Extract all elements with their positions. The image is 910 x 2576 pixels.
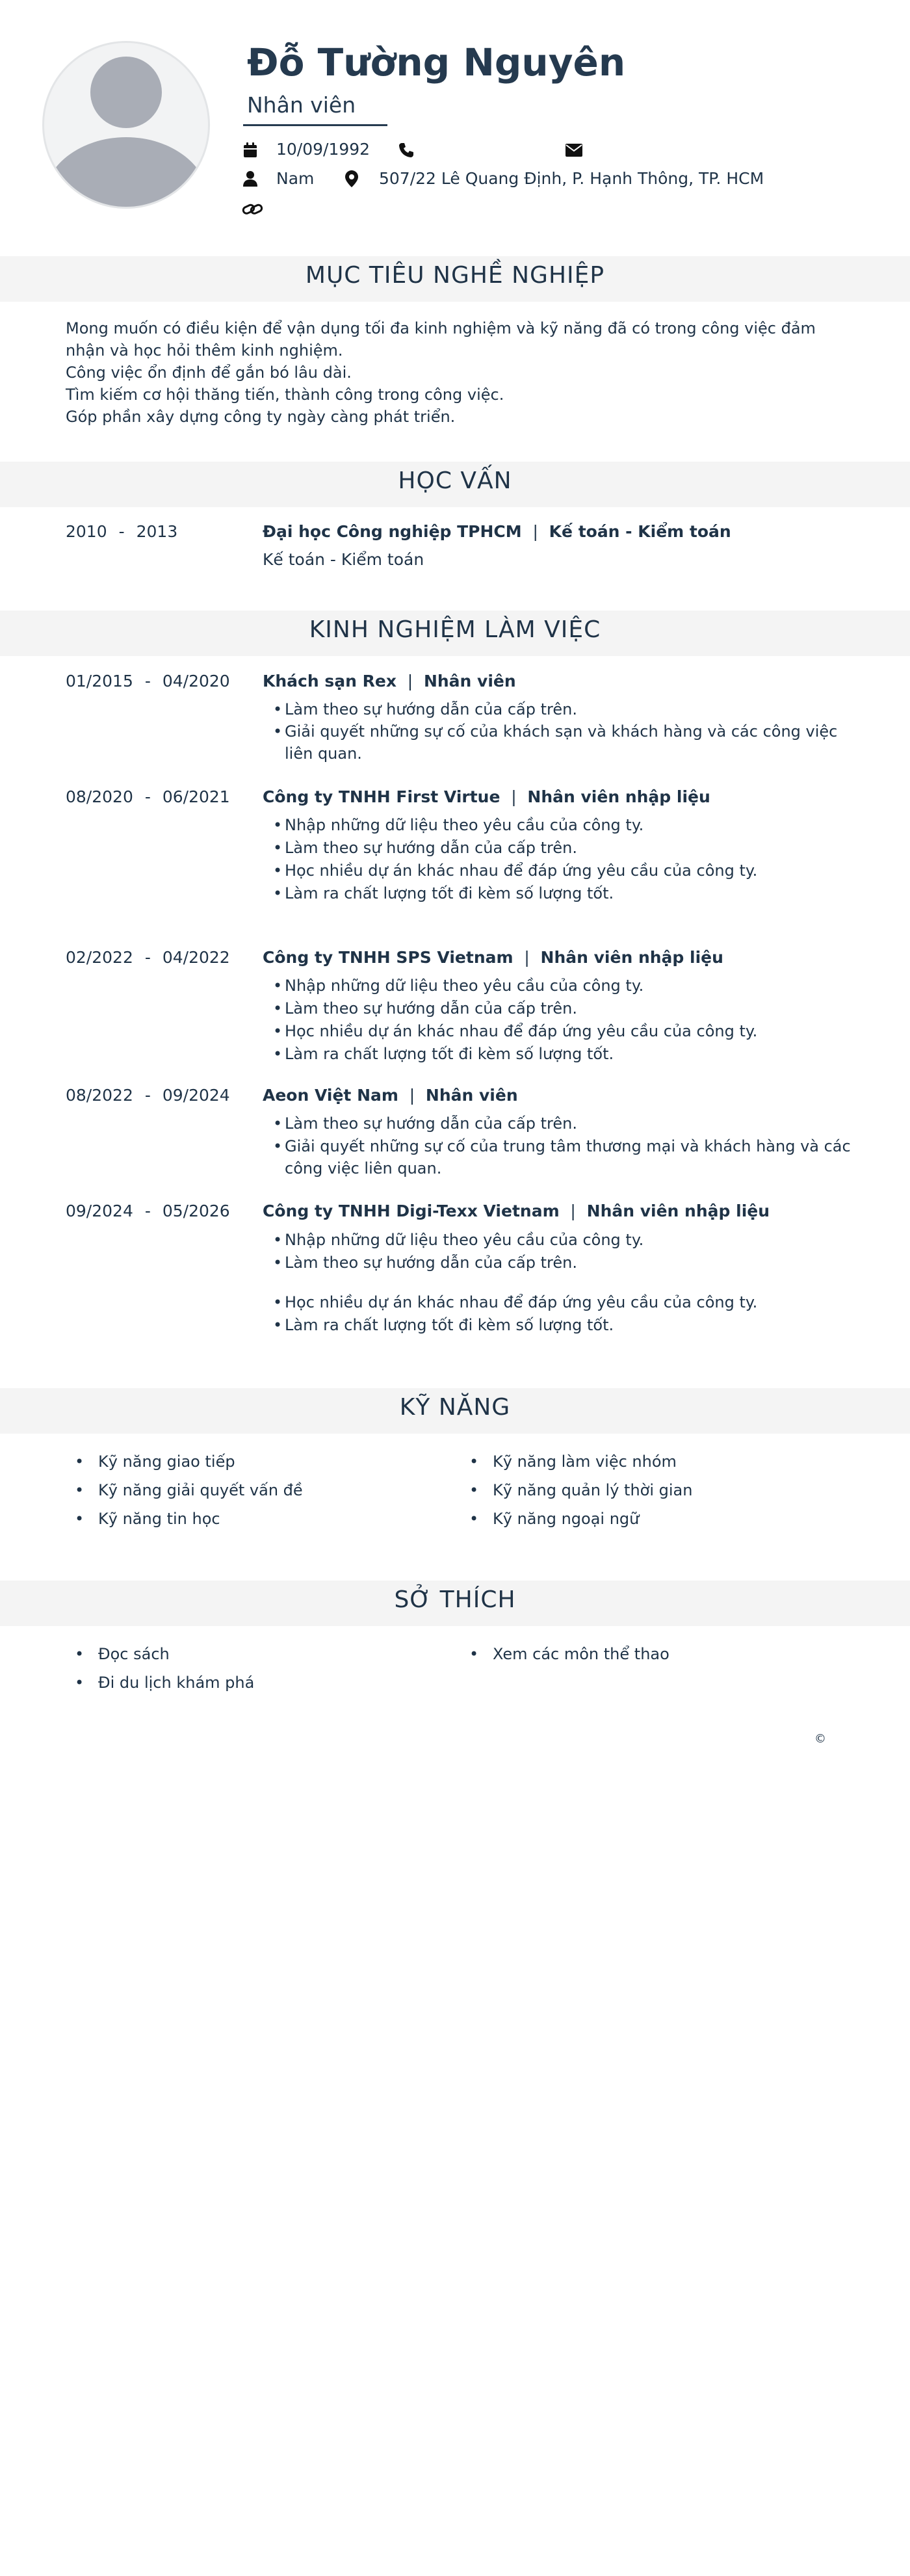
- objective-title: MỤC TIÊU NGHỀ NGHIỆP: [305, 262, 605, 289]
- job-bullet: • Làm ra chất lượng tốt đi kèm số lượng tốt.: [273, 1314, 858, 1336]
- start-date: 08/2022: [66, 1086, 133, 1105]
- company-name: Công ty TNHH First Virtue: [263, 787, 500, 806]
- role-underline: [243, 124, 387, 126]
- job-position: Nhân viên nhập liệu: [586, 1202, 770, 1220]
- start-date: 2010: [66, 522, 107, 541]
- avatar-placeholder-icon: [44, 43, 210, 209]
- end-date: 04/2020: [162, 672, 230, 690]
- start-date: 09/2024: [66, 1202, 133, 1220]
- hobby-item: • Đọc sách: [75, 1645, 170, 1663]
- skill-item: • Kỹ năng ngoại ngữ: [469, 1510, 639, 1528]
- start-date: 01/2015: [66, 672, 133, 690]
- company-name: Công ty TNHH Digi-Texx Vietnam: [263, 1202, 560, 1220]
- job-position: Nhân viên nhập liệu: [527, 787, 710, 806]
- divider: |: [409, 1086, 415, 1105]
- job-bullet: • Làm theo sự hướng dẫn của cấp trên.: [273, 837, 858, 859]
- job-company: [263, 1202, 770, 1220]
- education-detail: Kế toán - Kiểm toán: [263, 550, 424, 569]
- job-bullet: • Giải quyết những sự cố của trung tâm thương mại và khách hàng và các công việc liên quan.: [273, 1135, 858, 1179]
- job-dates: [66, 1086, 230, 1105]
- birthdate: 10/09/1992: [276, 140, 370, 159]
- skill-item: • Kỹ năng giải quyết vấn đề: [75, 1481, 303, 1499]
- objective-line: Tìm kiếm cơ hội thăng tiến, thành công trong công việc.: [66, 386, 504, 404]
- date-separator: -: [144, 1086, 151, 1105]
- date-separator: -: [144, 672, 151, 690]
- job-bullet: • Làm ra chất lượng tốt đi kèm số lượng tốt.: [273, 882, 858, 904]
- job-position: Nhân viên nhập liệu: [540, 948, 723, 967]
- date-separator: -: [144, 948, 151, 967]
- skill-item: • Kỹ năng quản lý thời gian: [469, 1481, 692, 1499]
- education-dates: [66, 522, 177, 541]
- job-dates: [66, 787, 230, 806]
- end-date: 06/2021: [162, 787, 230, 806]
- user-icon: [243, 171, 257, 187]
- education-school: [263, 522, 731, 541]
- skills-title: KỸ NĂNG: [399, 1394, 511, 1421]
- map-pin-icon: [345, 170, 358, 187]
- job-bullet: • Nhập những dữ liệu theo yêu cầu của công ty.: [273, 814, 858, 836]
- end-date: 2013: [136, 522, 178, 541]
- divider: |: [524, 948, 530, 967]
- end-date: 05/2026: [162, 1202, 230, 1220]
- school-name: Đại học Công nghiệp TPHCM: [263, 522, 522, 541]
- job-role: Nhân viên: [247, 92, 356, 118]
- hobbies-title: SỞ THÍCH: [394, 1586, 516, 1613]
- phone-icon: [398, 142, 414, 158]
- job-bullet: • Làm theo sự hướng dẫn của cấp trên.: [273, 1252, 858, 1274]
- job-bullet: • Học nhiều dự án khác nhau để đáp ứng yêu cầu của công ty.: [273, 1291, 858, 1313]
- skill-item: • Kỹ năng giao tiếp: [75, 1452, 235, 1471]
- skill-item: • Kỹ năng tin học: [75, 1510, 220, 1528]
- divider: |: [511, 787, 517, 806]
- job-dates: [66, 1202, 230, 1220]
- job-bullet: • Học nhiều dự án khác nhau để đáp ứng yêu cầu của công ty.: [273, 860, 858, 882]
- job-bullet: • Giải quyết những sự cố của khách sạn và khách hàng và các công việc liên quan.: [273, 720, 858, 765]
- divider: |: [532, 522, 538, 541]
- job-position: Nhân viên: [423, 672, 516, 690]
- objective-line: Công việc ổn định để gắn bó lâu dài.: [66, 363, 352, 382]
- date-separator: -: [144, 787, 151, 806]
- copyright-mark: ©: [814, 1732, 826, 1746]
- full-name: Đỗ Tường Nguyên: [247, 40, 626, 85]
- hobby-item: • Xem các môn thể thao: [469, 1645, 670, 1663]
- calendar-icon: [243, 142, 257, 158]
- job-dates: [66, 948, 230, 967]
- job-bullet: • Làm ra chất lượng tốt đi kèm số lượng tốt.: [273, 1043, 858, 1065]
- job-bullet: • Làm theo sự hướng dẫn của cấp trên.: [273, 997, 858, 1019]
- education-title: HỌC VẤN: [398, 467, 512, 494]
- end-date: 04/2022: [162, 948, 230, 967]
- start-date: 08/2020: [66, 787, 133, 806]
- avatar: [42, 41, 210, 209]
- job-bullet: • Nhập những dữ liệu theo yêu cầu của công ty.: [273, 975, 858, 997]
- gender: Nam: [276, 169, 315, 188]
- job-bullet: • Nhập những dữ liệu theo yêu cầu của công ty.: [273, 1229, 858, 1251]
- hobby-item: • Đi du lịch khám phá: [75, 1674, 254, 1692]
- job-company: [263, 672, 516, 690]
- skill-item: • Kỹ năng làm việc nhóm: [469, 1452, 677, 1471]
- job-company: [263, 787, 710, 806]
- job-bullet: • Làm theo sự hướng dẫn của cấp trên.: [273, 698, 858, 720]
- divider: |: [570, 1202, 576, 1220]
- envelope-icon: [566, 144, 582, 157]
- date-separator: -: [144, 1202, 151, 1220]
- major-name: Kế toán - Kiểm toán: [549, 522, 731, 541]
- company-name: Khách sạn Rex: [263, 672, 396, 690]
- job-bullet: • Học nhiều dự án khác nhau để đáp ứng yêu cầu của công ty.: [273, 1020, 858, 1042]
- objective-line: Mong muốn có điều kiện để vận dụng tối đa kinh nghiệm và kỹ năng đã có trong công việc đảm nhận và học hỏi thêm kinh nghiệm.: [66, 319, 816, 360]
- address: 507/22 Lê Quang Định, P. Hạnh Thông, TP. HCM: [379, 169, 764, 188]
- experience-title: KINH NGHIỆM LÀM VIỆC: [309, 616, 601, 643]
- objective-line: Góp phần xây dựng công ty ngày càng phát triển.: [66, 408, 456, 426]
- job-company: [263, 1086, 518, 1105]
- company-name: Aeon Việt Nam: [263, 1086, 398, 1105]
- date-separator: -: [118, 522, 125, 541]
- job-position: Nhân viên: [425, 1086, 518, 1105]
- divider: |: [407, 672, 413, 690]
- job-dates: [66, 672, 230, 690]
- company-name: Công ty TNHH SPS Vietnam: [263, 948, 514, 967]
- end-date: 09/2024: [162, 1086, 230, 1105]
- link-icon[interactable]: [242, 202, 264, 217]
- job-company: [263, 948, 723, 967]
- job-bullet: • Làm theo sự hướng dẫn của cấp trên.: [273, 1112, 858, 1135]
- start-date: 02/2022: [66, 948, 133, 967]
